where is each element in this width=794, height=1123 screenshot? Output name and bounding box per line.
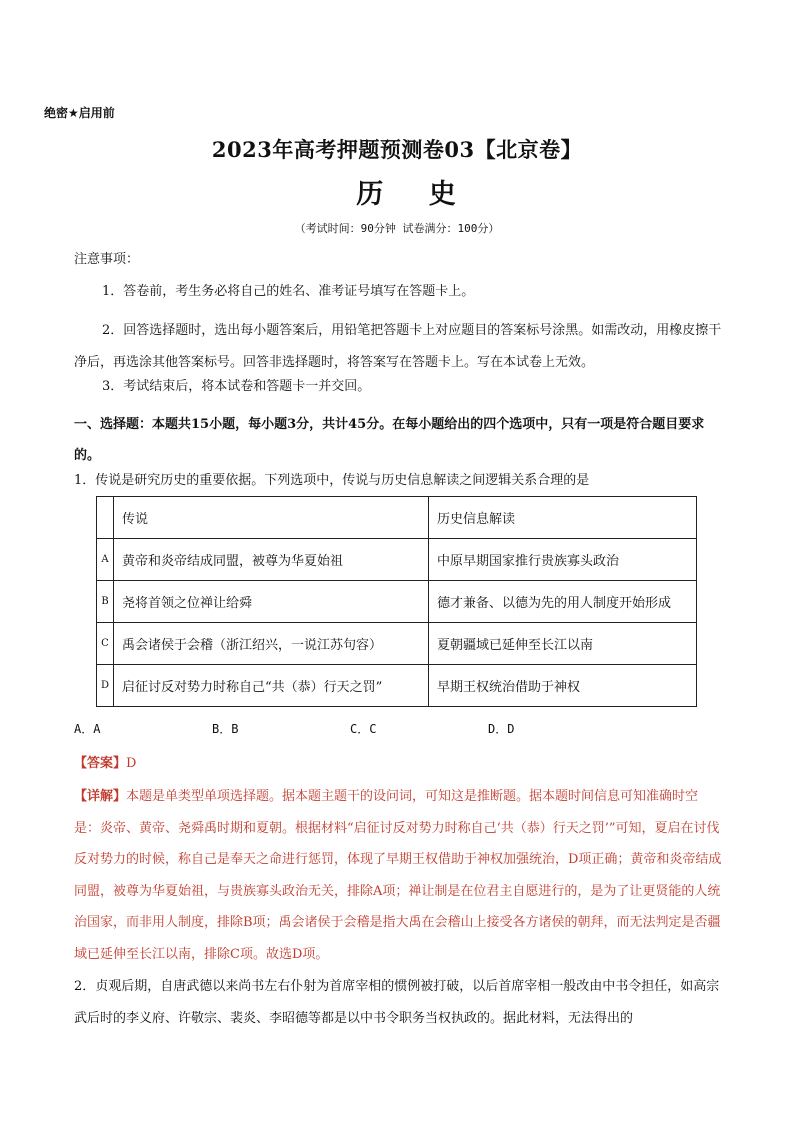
answer-line bbox=[74, 752, 136, 771]
row-label: B bbox=[97, 581, 114, 623]
option-a: A．A bbox=[74, 722, 101, 736]
answer-options bbox=[74, 720, 722, 738]
table-row bbox=[97, 539, 697, 581]
answer-label: 【答案】 bbox=[74, 756, 127, 771]
question-1-table bbox=[96, 496, 697, 707]
interpretation-cell: 早期王权统治借助于神权 bbox=[429, 665, 697, 707]
row-label: A bbox=[97, 539, 114, 581]
secret-mark: 绝密★启用前 bbox=[44, 106, 115, 120]
exam-time-info: （考试时间：90分钟 试卷满分：100分） bbox=[294, 222, 500, 235]
table-row bbox=[97, 665, 697, 707]
column-header: 历史信息解读 bbox=[429, 497, 697, 539]
row-label: C bbox=[97, 623, 114, 665]
answer-value: D bbox=[126, 756, 137, 771]
row-label: D bbox=[97, 665, 114, 707]
note-item: 1．答卷前，考生务必将自己的姓名、准考证号填写在答题卡上。 bbox=[102, 284, 475, 299]
note-item: 3．考试结束后，将本试卷和答题卡一并交回。 bbox=[102, 379, 371, 394]
legend-cell: 禹会诸侯于会稽（浙江绍兴，一说江苏句容） bbox=[114, 623, 429, 665]
table-header-row bbox=[97, 497, 697, 539]
question-2-stem: 2．贞观后期，自唐武德以来尚书左右仆射为首席宰相的惯例被打破，以后首席宰相一般改由中书令担任，如高宗武后时的李义府、许敬宗、裴炎、李昭德等都是以中书令职务当权执政的。据此材料，无法得出的 bbox=[74, 979, 720, 1026]
table-corner-cell bbox=[97, 497, 114, 539]
table-row bbox=[97, 581, 697, 623]
option-b: B．B bbox=[212, 722, 239, 736]
legend-cell: 黄帝和炎帝结成同盟，被尊为华夏始祖 bbox=[114, 539, 429, 581]
interpretation-cell: 中原早期国家推行贵族寡头政治 bbox=[429, 539, 697, 581]
exam-title: 2023年高考押题预测卷03【北京卷】 bbox=[211, 137, 583, 162]
table-row bbox=[97, 623, 697, 665]
explanation bbox=[74, 781, 722, 970]
note-item: 2．回答选择题时，选出每小题答案后，用铅笔把答题卡上对应题目的答案标号涂黑。如需改动，用橡皮擦干净后，再选涂其他答案标号。回答非选择题时，将答案写在答题卡上。写在本试卷上无效。 bbox=[74, 323, 722, 370]
question-1-stem: 1．传说是研究历史的重要依据。下列选项中，传说与历史信息解读之间逻辑关系合理的是 bbox=[74, 473, 590, 488]
explanation-label: 【详解】 bbox=[74, 789, 127, 804]
interpretation-cell: 德才兼备、以德为先的用人制度开始形成 bbox=[429, 581, 697, 623]
option-d: D．D bbox=[488, 722, 515, 736]
section-heading: 一、选择题：本题共15小题，每小题3分，共计45分。在每小题给出的四个选项中，只有一项是符合题目要求的。 bbox=[74, 417, 705, 463]
subject-title: 历 史 bbox=[356, 179, 474, 210]
notes-heading: 注意事项： bbox=[74, 252, 140, 267]
option-c: C．C bbox=[350, 722, 377, 736]
interpretation-cell: 夏朝疆域已延伸至长江以南 bbox=[429, 623, 697, 665]
legend-cell: 尧将首领之位禅让给舜 bbox=[114, 581, 429, 623]
explanation-text: 本题是单类型单项选择题。据本题主题干的设问词，可知这是推断题。据本题时间信息可知准确时空是：炎帝、黄帝、尧舜禹时期和夏朝。根据材料“启征讨反对势力时称自己‘共（恭）行天之罚’”可知，夏启在讨伐反对势力的时候，称自己是奉天之命进行惩罚，体现了早期王权借助于神权加强统治，D项正确；黄帝和炎帝结成同盟，被尊为华夏始祖，与贵族寡头政治无关，排除A项；禅让制是在位君主自愿进行的，是为了让更贤能的人统治国家，而非用人制度，排除B项；禹会诸侯于会稽是指大禹在会稽山上接受各方诸侯的朝拜，而无法判定是否疆域已延伸至长江以南，排除C项。故选D项。 bbox=[74, 789, 722, 962]
column-header: 传说 bbox=[114, 497, 429, 539]
legend-cell: 启征讨反对势力时称自己“共（恭）行天之罚” bbox=[114, 665, 429, 707]
